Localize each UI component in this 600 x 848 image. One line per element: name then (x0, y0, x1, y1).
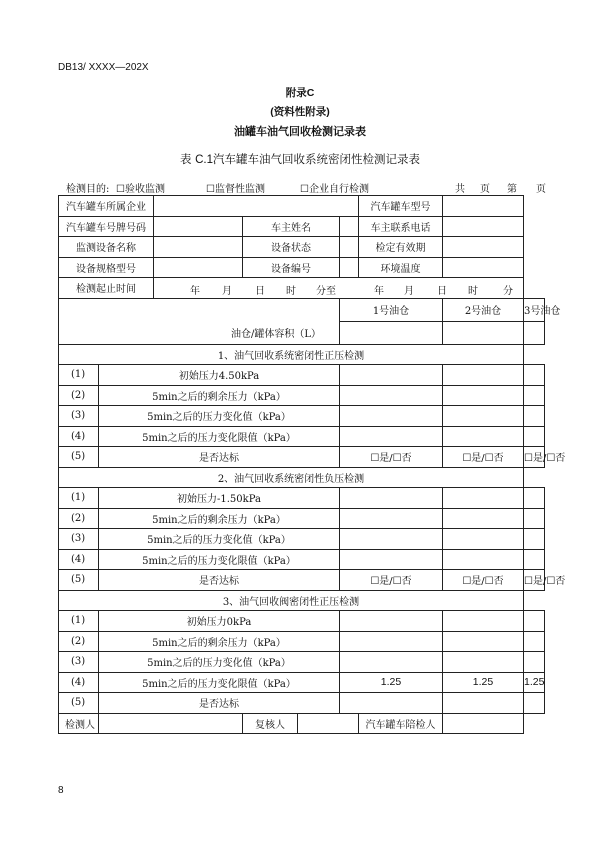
row-label: 是否达标 (99, 447, 340, 468)
owner-phone-value[interactable] (443, 216, 524, 237)
record-table (58, 195, 566, 734)
c2-value[interactable] (443, 426, 524, 447)
time-year-start: 年 (190, 286, 200, 297)
s3-row-2 (59, 631, 545, 652)
row-number: (5) (59, 570, 99, 591)
escort-label: 汽车罐车陪检人 (359, 713, 443, 734)
row-label: 5min之后的剩余压力（kPa） (99, 385, 340, 406)
compartment-3-volume[interactable] (524, 321, 545, 344)
tank-model-value[interactable] (443, 196, 524, 217)
c1-value[interactable] (340, 631, 443, 652)
pages-total-unit: 页 (480, 184, 490, 195)
c2-value[interactable] (443, 611, 524, 632)
time-range-label: 检测起止时间 (59, 278, 154, 299)
device-name-value[interactable] (154, 237, 243, 258)
c2-pass-checkbox[interactable]: ☐是/☐否 (443, 570, 524, 591)
owner-label: 车主姓名 (243, 216, 340, 237)
s3-row-1 (59, 611, 545, 632)
appendix-label: 附录C (285, 87, 315, 99)
device-name-label: 监测设备名称 (59, 237, 154, 258)
row-number: (1) (59, 488, 99, 509)
s1-row-4 (59, 426, 545, 447)
purpose-option-acceptance[interactable]: ☐验收监测 (116, 184, 165, 195)
c1-limit-value[interactable]: 1.25 (340, 672, 443, 693)
section-3-header (59, 590, 545, 611)
s2-row-2 (59, 508, 545, 529)
time-minute-to: 分至 (316, 286, 336, 297)
c3-value[interactable] (524, 488, 545, 509)
c1-value[interactable] (340, 406, 443, 427)
c1-value[interactable] (340, 365, 443, 386)
compartment-2-volume[interactable] (443, 321, 524, 344)
table-caption (0, 151, 600, 167)
c1-value[interactable] (340, 488, 443, 509)
compartment-volume-label: 油仓/罐体容积（L） (59, 298, 340, 344)
c2-value[interactable] (443, 631, 524, 652)
s3-row-3 (59, 652, 545, 673)
s3-row-5 (59, 693, 545, 714)
s2-row-4 (59, 549, 545, 570)
c3-value[interactable] (524, 652, 545, 673)
row-label: 5min之后的压力变化值（kPa） (99, 529, 340, 550)
s1-row-3 (59, 406, 545, 427)
purpose-label: 检测目的: (66, 184, 110, 195)
section-1-title: 1、油气回收系统密闭性正压检测 (59, 344, 524, 365)
info-row-company (59, 196, 545, 217)
row-number: (4) (59, 672, 99, 693)
device-spec-label: 设备规格型号 (59, 257, 154, 278)
time-year-end: 年 (374, 286, 384, 297)
compartment-3-label: 3号油仓 (524, 298, 545, 321)
time-hour-start: 时 (286, 286, 296, 297)
row-number: (3) (59, 406, 99, 427)
time-day-start: 日 (255, 286, 265, 297)
caption-prefix: 表 (179, 152, 192, 166)
page-number-label: 第 (507, 184, 517, 195)
c3-value[interactable] (524, 508, 545, 529)
row-label: 5min之后的压力变化限值（kPa） (99, 549, 340, 570)
compartment-header-row (59, 298, 545, 321)
c2-value[interactable] (443, 365, 524, 386)
row-number: (1) (59, 365, 99, 386)
reviewer-value[interactable] (298, 713, 359, 734)
row-label: 初始压力4.50kPa (99, 365, 340, 386)
row-label: 5min之后的压力变化值（kPa） (99, 406, 340, 427)
s1-row-2 (59, 385, 545, 406)
c1-value[interactable] (340, 549, 443, 570)
c2-value[interactable] (443, 406, 524, 427)
info-row-plate (59, 216, 545, 237)
c2-value[interactable] (443, 652, 524, 673)
c1-pass-checkbox[interactable]: ☐是/☐否 (340, 447, 443, 468)
time-month-end: 月 (404, 286, 414, 297)
c1-value[interactable] (340, 426, 443, 447)
s3-row-4 (59, 672, 545, 693)
inspector-label: 检测人 (59, 713, 99, 734)
env-temp-value[interactable] (443, 257, 524, 278)
compartment-1-volume[interactable] (340, 321, 443, 344)
row-label: 5min之后的压力变化限值（kPa） (99, 672, 340, 693)
appendix-type: (资料性附录) (270, 106, 330, 118)
s2-row-1 (59, 488, 545, 509)
section-2-title: 2、油气回收系统密闭性负压检测 (59, 467, 524, 488)
owner-value[interactable] (340, 216, 359, 237)
c3-value[interactable] (524, 529, 545, 550)
device-spec-value[interactable] (154, 257, 243, 278)
c1-value[interactable] (340, 611, 443, 632)
row-number: (3) (59, 652, 99, 673)
c3-value[interactable] (524, 631, 545, 652)
plate-label: 汽车罐车号牌号码 (59, 216, 154, 237)
row-label: 5min之后的剩余压力（kPa） (99, 508, 340, 529)
c2-value[interactable] (443, 693, 524, 714)
tank-model-label: 汽车罐车型号 (359, 196, 443, 217)
info-row-device (59, 237, 545, 258)
device-no-value[interactable] (340, 257, 359, 278)
section-2-header (59, 467, 545, 488)
page-number-unit: 页 (536, 184, 546, 195)
inspector-value[interactable] (99, 713, 243, 734)
row-label: 是否达标 (99, 693, 340, 714)
page-number: 8 (58, 785, 64, 796)
plate-value[interactable] (154, 216, 243, 237)
row-label: 是否达标 (99, 570, 340, 591)
row-number: (4) (59, 549, 99, 570)
c1-pass-checkbox[interactable]: ☐是/☐否 (340, 570, 443, 591)
appendix-title: 油罐车油气回收检测记录表 (234, 126, 366, 138)
c2-value[interactable] (443, 549, 524, 570)
c1-value[interactable] (340, 529, 443, 550)
time-range-value[interactable] (154, 278, 524, 299)
row-number: (3) (59, 529, 99, 550)
owner-phone-label: 车主联系电话 (359, 216, 443, 237)
c2-pass-checkbox[interactable]: ☐是/☐否 (443, 447, 524, 468)
s2-row-5 (59, 570, 545, 591)
c3-value[interactable] (524, 365, 545, 386)
c1-value[interactable] (340, 652, 443, 673)
company-label: 汽车罐车所属企业 (59, 196, 154, 217)
c3-value[interactable] (524, 693, 545, 714)
document-code: DB13/ XXXX—202X (58, 62, 149, 73)
c3-value[interactable] (524, 426, 545, 447)
c3-value[interactable] (524, 406, 545, 427)
c2-value[interactable] (443, 385, 524, 406)
time-month-start: 月 (222, 286, 232, 297)
pages-total-label: 共 (455, 184, 465, 195)
row-label: 初始压力-1.50kPa (99, 488, 340, 509)
purpose-option-self-check[interactable]: ☐企业自行检测 (300, 184, 369, 195)
c3-limit-value[interactable]: 1.25 (524, 672, 545, 693)
c2-limit-value[interactable]: 1.25 (443, 672, 524, 693)
caption-number: C.1 (195, 154, 214, 166)
row-number: (5) (59, 693, 99, 714)
caption-text: 汽车罐车油气回收系统密闭性检测记录表 (213, 152, 421, 166)
c1-value[interactable] (340, 693, 443, 714)
info-row-time (59, 278, 545, 299)
row-number: (4) (59, 426, 99, 447)
device-no-label: 设备编号 (243, 257, 340, 278)
purpose-line (66, 180, 546, 194)
c2-value[interactable] (443, 529, 524, 550)
row-label: 5min之后的压力变化值（kPa） (99, 652, 340, 673)
c3-value[interactable] (524, 611, 545, 632)
c2-value[interactable] (443, 488, 524, 509)
row-number: (2) (59, 631, 99, 652)
s1-row-1 (59, 365, 545, 386)
s2-row-3 (59, 529, 545, 550)
reviewer-label: 复核人 (243, 713, 298, 734)
time-hour-end: 时 (468, 286, 478, 297)
purpose-option-supervision[interactable]: ☐监督性监测 (206, 184, 265, 195)
row-label: 初始压力0kPa (99, 611, 340, 632)
c3-value[interactable] (524, 385, 545, 406)
info-row-spec (59, 257, 545, 278)
row-number: (2) (59, 385, 99, 406)
c3-value[interactable] (524, 549, 545, 570)
signature-row (59, 713, 545, 734)
row-number: (2) (59, 508, 99, 529)
valid-period-label: 检定有效期 (359, 237, 443, 258)
time-day-end: 日 (437, 286, 447, 297)
row-number: (1) (59, 611, 99, 632)
device-status-label: 设备状态 (243, 237, 340, 258)
row-label: 5min之后的压力变化限值（kPa） (99, 426, 340, 447)
row-number: (5) (59, 447, 99, 468)
valid-period-value[interactable] (443, 237, 524, 258)
c3-pass-checkbox[interactable]: ☐是/☐否 (524, 570, 545, 591)
escort-value[interactable] (443, 713, 524, 734)
time-minute-end: 分 (503, 286, 513, 297)
company-value[interactable] (154, 196, 359, 217)
device-status-value[interactable] (340, 237, 359, 258)
c2-value[interactable] (443, 508, 524, 529)
c1-value[interactable] (340, 508, 443, 529)
s1-row-5 (59, 447, 545, 468)
row-label: 5min之后的剩余压力（kPa） (99, 631, 340, 652)
c3-pass-checkbox[interactable]: ☐是/☐否 (524, 447, 545, 468)
section-1-header (59, 344, 545, 365)
section-3-title: 3、油气回收阀密闭性正压检测 (59, 590, 524, 611)
compartment-1-label: 1号油仓 (340, 298, 443, 321)
compartment-2-label: 2号油仓 (443, 298, 524, 321)
env-temp-label: 环境温度 (359, 257, 443, 278)
c1-value[interactable] (340, 385, 443, 406)
